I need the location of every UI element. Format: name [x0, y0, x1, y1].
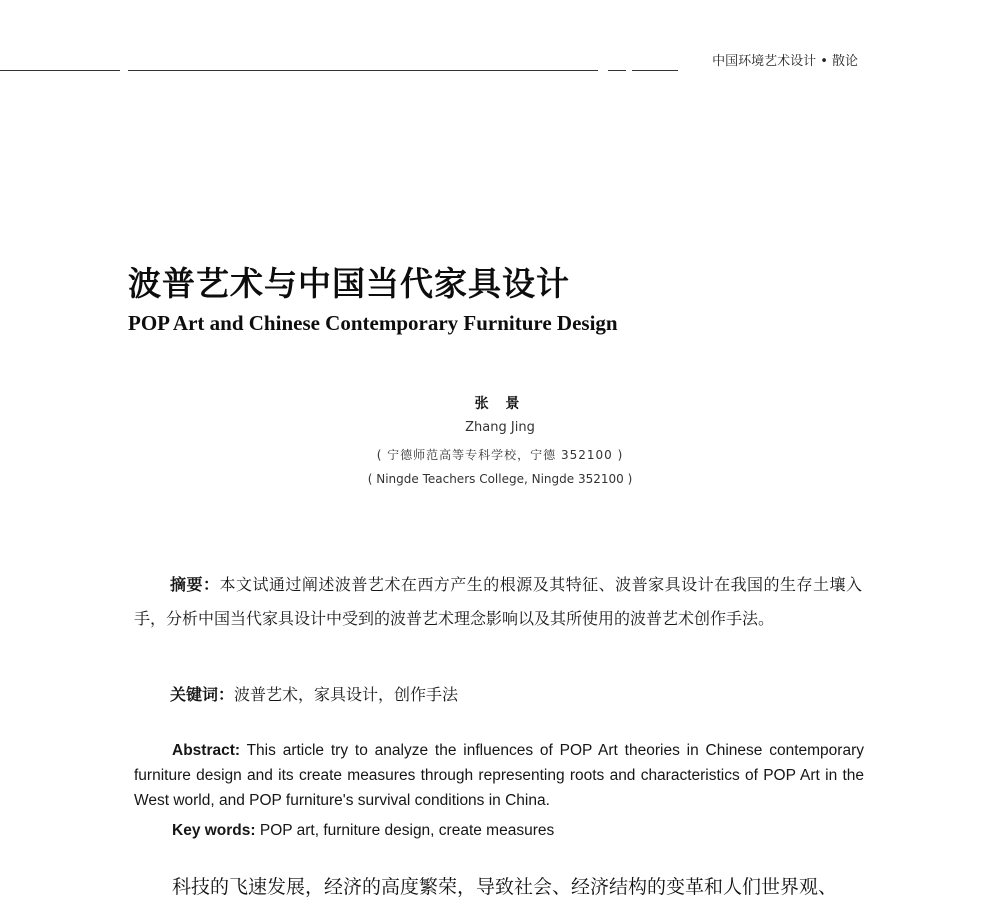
abstract-cn-text: 本文试通过阐述波普艺术在西方产生的根源及其特征、波普家具设计在我国的生存土壤入手，分析中国当代家具设计中受到的波普艺术理念影响以及其所使用的波普艺术创作手法。: [134, 575, 862, 628]
author-name-en: Zhang Jing: [465, 420, 535, 435]
abstract-en-text: This article try to analyze the influences of POP Art theories in Chinese contemporary furniture design and its create measures through representing roots and characteristics of POP Art in the West world, and POP furniture's survival conditions in China.: [134, 742, 864, 809]
header-rule: [128, 70, 598, 71]
keywords-cn-label: 关键词：: [170, 685, 235, 704]
abstract-cn: [134, 568, 862, 636]
body-first-line: 科技的飞速发展，经济的高度繁荣，导致社会、经济结构的变革和人们世界观、: [172, 876, 838, 898]
running-header: 中国环境艺术设计 • 散论: [712, 54, 858, 69]
keywords-en-label: Key words:: [172, 822, 256, 839]
abstract-en: [134, 738, 864, 813]
header-rule: [608, 70, 626, 71]
keywords-cn-text: 波普艺术，家具设计，创作手法: [234, 685, 459, 704]
header-rule: [0, 70, 120, 71]
abstract-cn-label: 摘要：: [170, 575, 220, 594]
title-english: POP Art and Chinese Contemporary Furniture Design: [128, 311, 618, 335]
abstract-en-label: Abstract:: [172, 742, 241, 759]
affiliation-cn: ( 宁德师范高等专科学校，宁德 352100 ): [376, 448, 624, 462]
header-rule: [632, 70, 678, 71]
keywords-en-text: POP art, furniture design, create measures: [259, 822, 555, 839]
affiliation-en: ( Ningde Teachers College, Ningde 352100 ): [367, 472, 633, 486]
keywords-en: [172, 822, 554, 840]
author-name-cn: 张 景: [474, 396, 526, 412]
title-chinese: 波普艺术与中国当代家具设计: [128, 264, 570, 303]
keywords-cn: [170, 682, 458, 705]
